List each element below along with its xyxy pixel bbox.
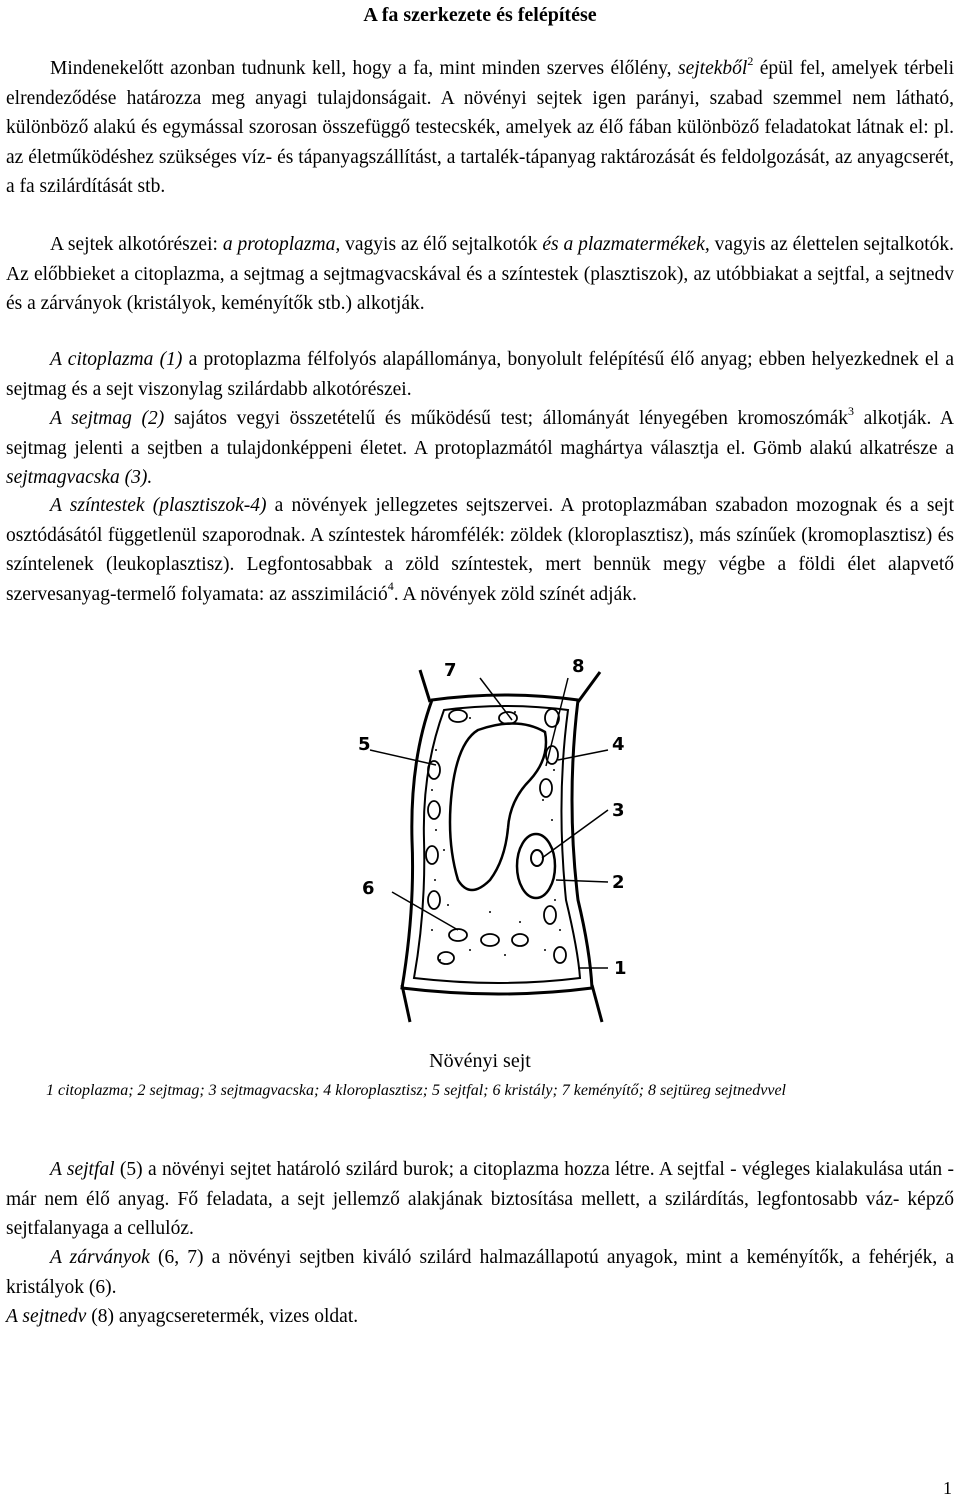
text-run: a protoplazma félfolyós alapállománya, bonyolult felépítésű élő anyag; ebben helyezkednek el a sejtmag és a sejt viszonylag szilárdabb alkotórészei. xyxy=(6,349,954,400)
footnote-ref: 3 xyxy=(847,403,854,418)
italic-term: A sejtfal xyxy=(50,1159,115,1180)
paragraph-cytoplasm xyxy=(6,345,954,404)
italic-term: sejtekből xyxy=(678,58,748,79)
text-run: alkotják. A sejtmag jelenti a sejtben a tulajdonképpeni életet. A protoplazmától maghártya választja el. Gömb alakú alkatrésze a xyxy=(6,408,954,459)
figure-caption-legend: 1 citoplazma; 2 sejtmag; 3 sejtmagvacska; 4 kloroplasztisz; 5 sejtfal; 6 kristály; 7 keményítő; 8 sejtüreg sejtnedvvel xyxy=(46,1082,786,1099)
text-run: A sejtek alkotórészei: xyxy=(50,234,223,255)
italic-term: és a plazmatermékek, xyxy=(542,234,710,255)
label-2: 2 xyxy=(612,872,625,893)
text-run: (6, 7) a növényi sejtben kiváló szilárd halmazállapotú anyagok, mint a keményítők, a fehérjék, a kristályok (6). xyxy=(6,1247,955,1298)
neighbor-wall xyxy=(420,670,430,702)
text-run: sajátos vegyi összetételű és működésű test; állományát lényegében kromoszómák xyxy=(164,408,848,429)
italic-term: A sejtnedv xyxy=(6,1306,87,1327)
label-7: 7 xyxy=(444,660,457,681)
footnote-ref: 4 xyxy=(387,579,394,594)
paragraph-intro xyxy=(6,54,954,202)
italic-term: sejtmagvacska (3). xyxy=(6,467,153,489)
figure-caption-title: Növényi sejt xyxy=(429,1050,531,1072)
label-1: 1 xyxy=(614,958,627,979)
neighbor-wall xyxy=(592,985,602,1022)
page-title: A fa szerkezete és felépítése xyxy=(363,4,597,26)
italic-term: A zárványok xyxy=(50,1247,150,1268)
italic-term: A sejtmag (2) xyxy=(50,408,165,429)
text-run: vagyis az élettelen sejtalkotók. Az előbbieket a citoplazma, a sejtmag a sejtmagvacskával és a színtestek (plasztiszok), az utóbbiakat a sejtfal, a sejtnedv és a zárványok (kristályok, keményítők stb.) alkotják. xyxy=(6,234,954,315)
label-4: 4 xyxy=(612,734,625,755)
label-3: 3 xyxy=(612,800,625,821)
page-number: 1 xyxy=(943,1478,952,1498)
text-run: (8) anyagcseretermék, vizes oldat. xyxy=(86,1306,359,1327)
vacuole xyxy=(450,723,546,890)
label-8: 8 xyxy=(572,656,585,677)
text-run: Mindenekelőtt azonban tudnunk kell, hogy a fa, mint minden szerves élőlény, xyxy=(50,58,678,79)
label-5: 5 xyxy=(358,734,371,755)
label-6: 6 xyxy=(362,878,375,899)
paragraph-inclusions xyxy=(6,1243,954,1302)
italic-term: A citoplazma (1) xyxy=(50,349,183,370)
italic-term: A színtestek (plasztiszok-4) xyxy=(50,495,267,516)
italic-term: a protoplazma, xyxy=(222,234,341,255)
paragraph-components xyxy=(6,230,954,319)
paragraph-plastids xyxy=(6,491,954,609)
text-run: a növények jellegzetes sejtszervei. A protoplazmában szabadon mozognak és a sejt osztódásától függetlenül szaporodnak. A színtestek háromfélék: zöldek (kloroplasztisz), más színűek (kromoplasztisz) és színtelenek (leukoplasztisz). Legfontosabbak a zöld színtestek, mert bennük megy végbe a földi élet alapvető szervesanyag-termelő folyamata: az asszimiláció xyxy=(6,495,954,605)
text-run: épül fel, amelyek térbeli elrendeződése határozza meg anyagi tulajdonságait. A növényi sejtek igen parányi, szabad szemmel nem látható, különböző alakú és egymással szorosan összefüggő testecskék, amelyek az élő fában különböző feladatokat látnak el: pl. az életműködéshez szükséges víz- és tápanyagszállítást, a tartalék-tápanyag raktározását és feldolgozását, az anyagcserét, a fa szilárdítását stb. xyxy=(6,58,954,198)
nucleolus xyxy=(531,850,543,866)
paragraph-nucleus xyxy=(6,404,954,493)
paragraph-cell-wall xyxy=(6,1155,954,1244)
neighbor-wall xyxy=(402,985,410,1022)
text-run: . A növények zöld színét adják. xyxy=(393,583,637,605)
plant-cell-diagram xyxy=(340,650,640,1030)
text-run: (5) a növényi sejtet határoló szilárd burok; a citoplazma hozza létre. A sejtfal - végleges kialakulása után - már nem élő anyag. Fő feladata, a sejt jellemző alakjának biztosítása mellett, a szilárdítás, legfontosabb váz- képző sejtfalanyaga a cellulóz. xyxy=(6,1159,954,1240)
footnote-ref: 2 xyxy=(747,53,754,68)
plant-cell-figure xyxy=(340,650,640,1030)
text-run: vagyis az élő sejtalkotók xyxy=(340,234,543,255)
paragraph-cell-sap xyxy=(6,1302,954,1332)
